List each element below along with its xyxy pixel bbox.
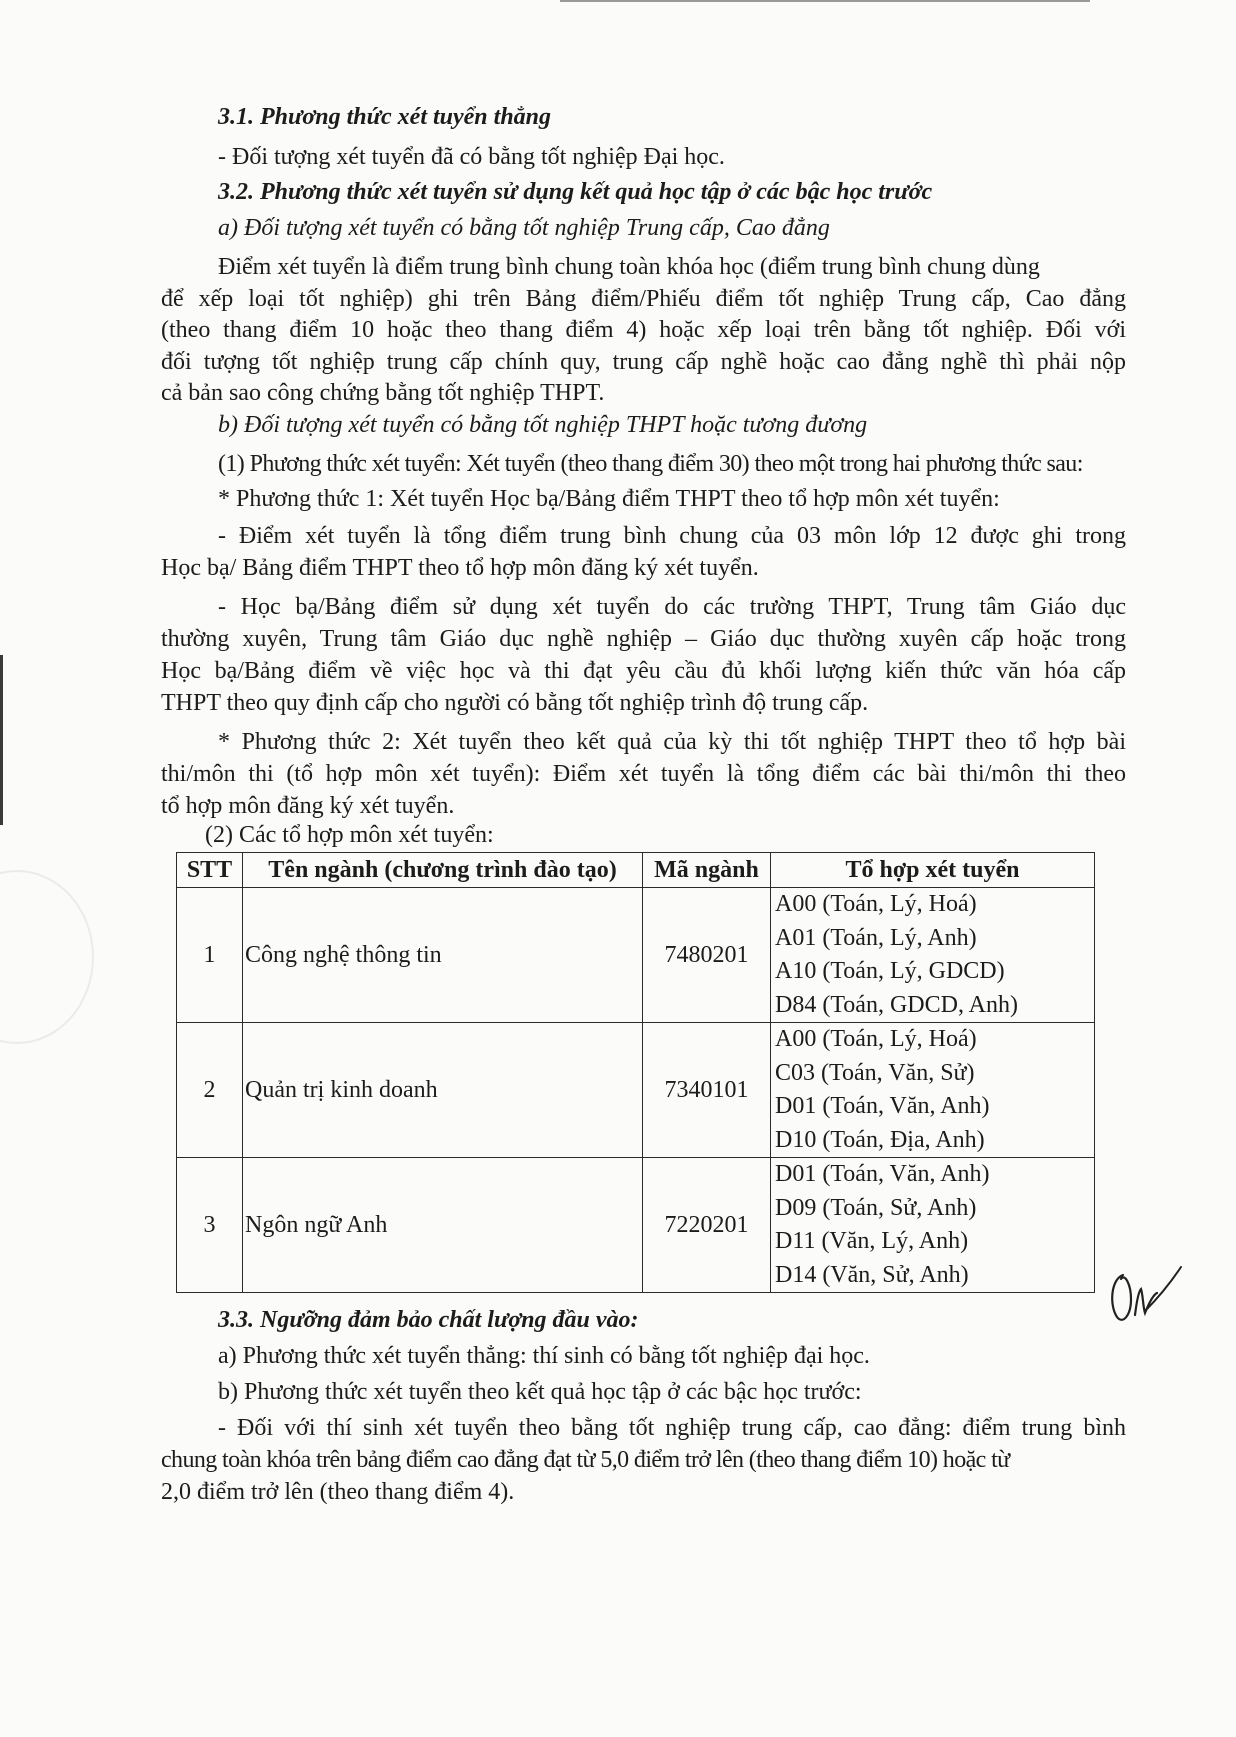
combination-item: D84 (Toán, GDCD, Anh) [775,991,1018,1018]
text-3-1-line1: - Đối tượng xét tuyển đã có bằng tốt nghiệp Đại học. [218,144,725,170]
method1-para2-line: thường xuyên, Trung tâm Giáo dục nghề nghiệp – Giáo dục thường xuyên cấp hoặc trong [161,626,1126,652]
cell-combinations [771,1023,1095,1158]
combos-intro: (2) Các tổ hợp môn xét tuyển: [205,822,494,848]
text-3-3-para-line: chung toàn khóa trên bảng điểm cao đẳng đạt từ 5,0 điểm trở lên (theo thang điểm 10) hoặc từ [161,1447,1010,1473]
header-program-code: Mã ngành [643,853,771,888]
handwritten-initials [1105,1255,1185,1330]
text-3-3-b: b) Phương thức xét tuyển theo kết quả học tập ở các bậc học trước: [218,1379,862,1405]
method-intro: (1) Phương thức xét tuyển: Xét tuyển (theo thang điểm 30) theo một trong hai phương thức sau: [218,451,1083,477]
header-combinations: Tổ hợp xét tuyển [771,853,1095,888]
cell-program-code: 7220201 [643,1158,771,1293]
heading-3-1: 3.1. Phương thức xét tuyển thẳng [218,104,552,130]
table-row [177,1158,1095,1293]
heading-3-3: 3.3. Ngưỡng đảm bảo chất lượng đầu vào: [218,1307,639,1333]
method1-para2-line: - Học bạ/Bảng điểm sử dụng xét tuyển do các trường THPT, Trung tâm Giáo dục [218,594,1126,620]
header-stt: STT [177,853,243,888]
para-a-line: để xếp loại tốt nghiệp) ghi trên Bảng điểm/Phiếu điểm tốt nghiệp Trung cấp, Cao đẳng [161,286,1126,312]
method1-para2-line: THPT theo quy định cấp cho người có bằng tốt nghiệp trình độ trung cấp. [161,690,869,716]
scan-top-border [560,0,1090,2]
header-program-name: Tên ngành (chương trình đào tạo) [243,853,643,888]
heading-3-2: 3.2. Phương thức xét tuyển sử dụng kết quả học tập ở các bậc học trước [218,179,933,205]
table-header-row [177,853,1095,888]
cell-stt: 3 [177,1158,243,1293]
method1-para1-line: Học bạ/ Bảng điểm THPT theo tổ hợp môn đăng ký xét tuyển. [161,555,759,581]
method2-line: * Phương thức 2: Xét tuyển theo kết quả của kỳ thi tốt nghiệp THPT theo tổ hợp bài [218,729,1126,755]
text-3-3-para-line: - Đối với thí sinh xét tuyển theo bằng tốt nghiệp trung cấp, cao đẳng: điểm trung bình [218,1415,1126,1441]
para-a-line: Điểm xét tuyển là điểm trung bình chung toàn khóa học (điểm trung bình chung dùng [218,254,1040,280]
combination-item: D01 (Toán, Văn, Anh) [775,1161,990,1187]
method1-para1-line: - Điểm xét tuyển là tổng điểm trung bình chung của 03 môn lớp 12 được ghi trong [218,523,1126,549]
text-3-3-a: a) Phương thức xét tuyển thẳng: thí sinh có bằng tốt nghiệp đại học. [218,1343,870,1369]
combination-item: D11 (Văn, Lý, Anh) [775,1228,969,1254]
combination-item: D01 (Toán, Văn, Anh) [775,1093,990,1119]
combination-item: C03 (Toán, Văn, Sử) [775,1059,975,1086]
cell-program-code: 7340101 [643,1023,771,1158]
para-a-line: (theo thang điểm 10 hoặc theo thang điểm 4) hoặc xếp loại trên bằng tốt nghiệp. Đối với [161,317,1126,343]
combination-item: D09 (Toán, Sử, Anh) [775,1194,977,1221]
combination-item: D14 (Văn, Sử, Anh) [775,1261,969,1288]
para-a-line: đối tượng tốt nghiệp trung cấp chính quy, trung cấp nghề hoặc cao đẳng nghề thì phải nộp [161,349,1126,375]
admissions-combinations-table [176,852,1095,1293]
method2-line: thi/môn thi (tổ hợp môn xét tuyển): Điểm xét tuyển là tổng điểm các bài thi/môn thi theo [161,761,1126,787]
cell-combinations [771,888,1095,1023]
combination-item: A01 (Toán, Lý, Anh) [775,924,977,951]
cell-stt: 1 [177,888,243,1023]
cell-stt: 2 [177,1023,243,1158]
combination-item: D10 (Toán, Địa, Anh) [775,1126,985,1153]
combination-item: A00 (Toán, Lý, Hoá) [775,1026,977,1052]
combination-item: A10 (Toán, Lý, GDCD) [775,958,1005,984]
cell-combinations [771,1158,1095,1293]
method2-line: tổ hợp môn đăng ký xét tuyển. [161,793,455,819]
method1-title: * Phương thức 1: Xét tuyển Học bạ/Bảng điểm THPT theo tổ hợp môn xét tuyển: [218,486,1000,512]
subheading-3-2-b: b) Đối tượng xét tuyển có bằng tốt nghiệp THPT hoặc tương đương [218,412,868,438]
combination-item: A00 (Toán, Lý, Hoá) [775,891,977,917]
table-row [177,1023,1095,1158]
table-row [177,888,1095,1023]
method1-para2-line: Học bạ/Bảng điểm về việc học và thi đạt yêu cầu đủ khối lượng kiến thức văn hóa cấp [161,658,1126,684]
cell-program-name: Công nghệ thông tin [243,888,643,1023]
cell-program-name: Ngôn ngữ Anh [243,1158,643,1293]
faded-stamp [0,870,94,1044]
scan-edge-mark [0,655,3,825]
cell-program-name: Quản trị kinh doanh [243,1023,643,1158]
para-a-line: cả bản sao công chứng bằng tốt nghiệp THPT. [161,380,605,406]
subheading-3-2-a: a) Đối tượng xét tuyển có bằng tốt nghiệp Trung cấp, Cao đẳng [218,215,830,241]
cell-program-code: 7480201 [643,888,771,1023]
text-3-3-para-line: 2,0 điểm trở lên (theo thang điểm 4). [161,1479,515,1505]
